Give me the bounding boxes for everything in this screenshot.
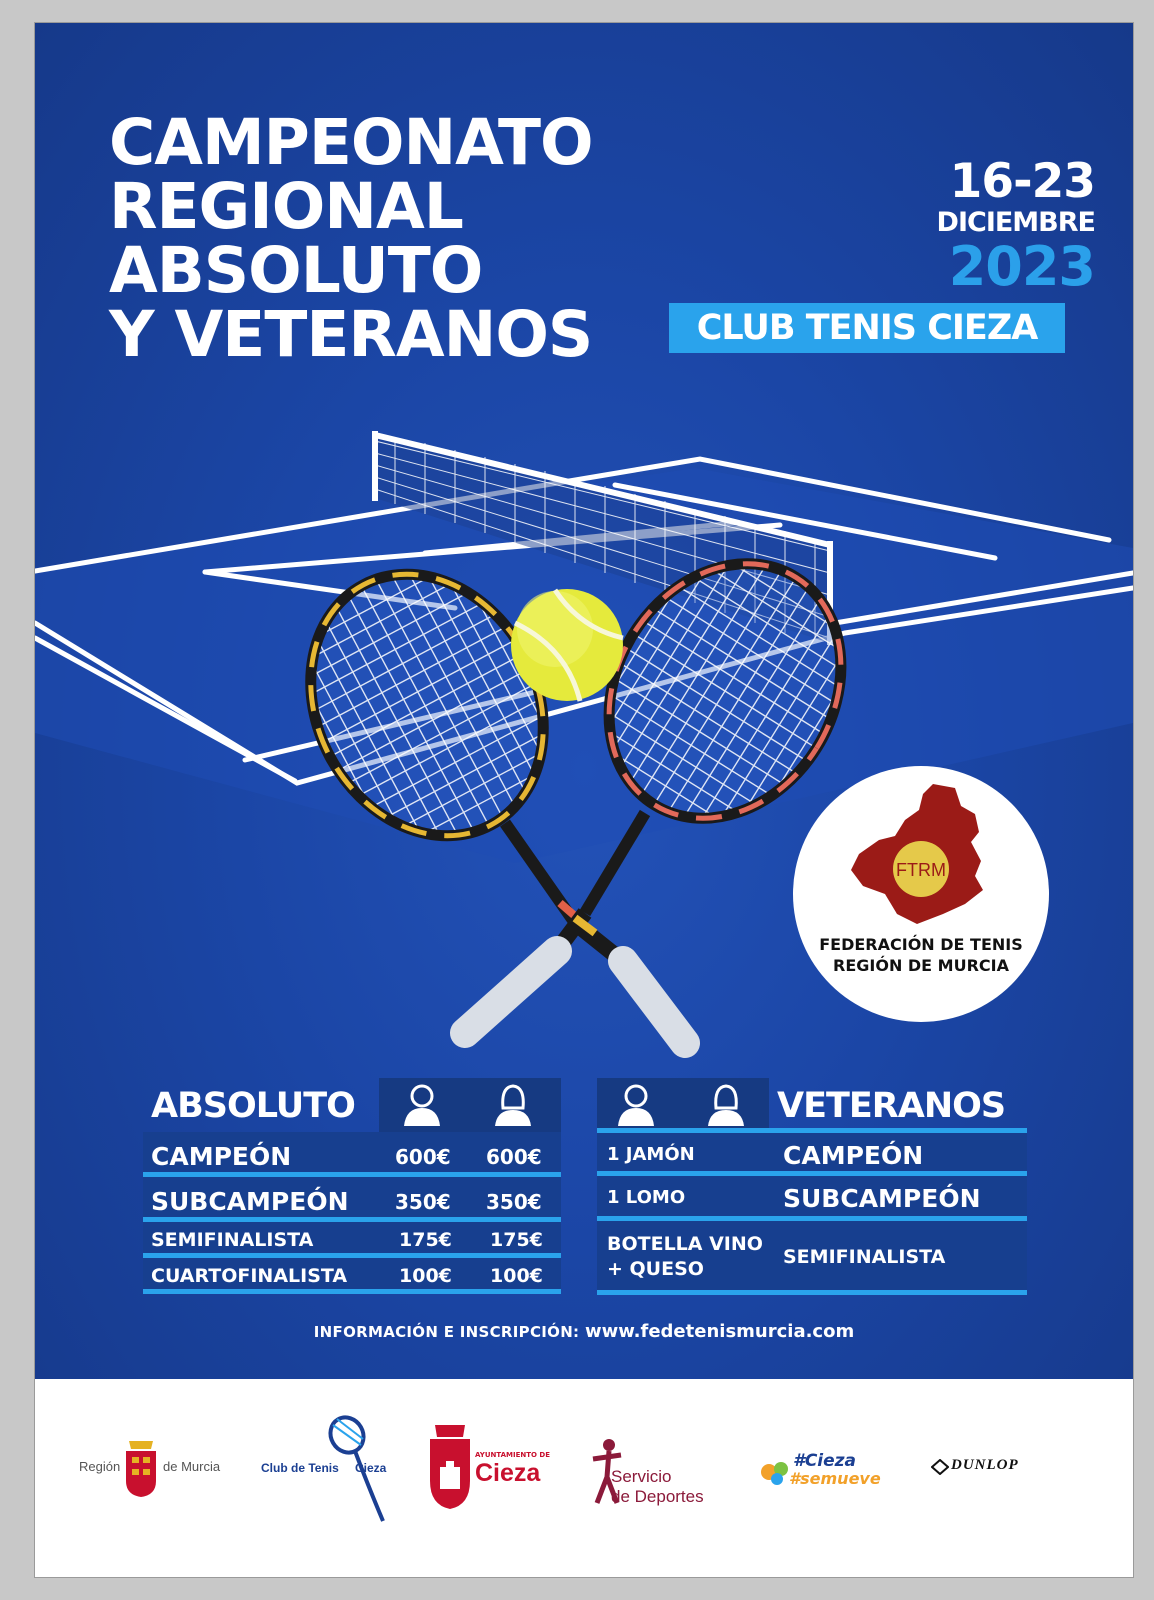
sponsor-servicio-deportes	[587, 1379, 727, 1577]
male-player-icon	[613, 1082, 659, 1128]
absoluto-row-men: 600€	[395, 1145, 451, 1169]
venue-banner: CLUB TENIS CIEZA	[669, 303, 1065, 353]
veteranos-gender-header	[597, 1078, 769, 1132]
murcia-map-icon	[793, 766, 1049, 936]
veteranos-row-label: CAMPEÓN	[783, 1141, 924, 1170]
absoluto-gender-header	[379, 1078, 561, 1132]
date-month: DICIEMBRE	[936, 207, 1095, 238]
info-line	[35, 1321, 1133, 1342]
colorful-runner-icon	[759, 1457, 793, 1487]
female-player-icon	[703, 1082, 749, 1128]
absoluto-row-label: SEMIFINALISTA	[151, 1229, 314, 1251]
cieza-coat-of-arms-icon	[427, 1421, 473, 1511]
veteranos-prize-line-2: + QUESO	[607, 1258, 704, 1280]
cieza-hashtag-1: #Cieza	[793, 1451, 857, 1471]
sponsor-region-murcia	[75, 1379, 225, 1577]
ayto-small-text: AYUNTAMIENTO DE	[475, 1451, 550, 1459]
title-line-2: REGIONAL	[109, 170, 463, 243]
club-left-text: Club de Tenis	[261, 1461, 339, 1475]
title-line-3: ABSOLUTO	[109, 234, 483, 307]
absoluto-row-women: 600€	[486, 1145, 542, 1169]
region-right-text: de Murcia	[163, 1459, 221, 1474]
date-days: 16-23	[949, 154, 1095, 209]
region-murcia-shield-icon	[123, 1437, 159, 1499]
male-player-icon	[399, 1082, 445, 1128]
veteranos-row-prize	[607, 1232, 763, 1282]
sponsor-club-tenis-cieza	[257, 1379, 397, 1577]
veteranos-row-label: SEMIFINALISTA	[783, 1246, 946, 1268]
sponsor-cieza-semueve	[759, 1379, 899, 1577]
absoluto-row-women: 100€	[490, 1265, 543, 1287]
info-url[interactable]: www.fedetenismurcia.com	[584, 1321, 855, 1342]
ftrm-abbr: FTRM	[896, 860, 946, 880]
absoluto-row	[143, 1132, 561, 1177]
absoluto-row-women: 175€	[490, 1229, 543, 1251]
absoluto-title: ABSOLUTO	[151, 1086, 355, 1126]
veteranos-row-prize: 1 LOMO	[607, 1187, 686, 1208]
poster	[34, 22, 1134, 1578]
cieza-hashtag-2: #semueve	[789, 1469, 881, 1488]
club-right-text: Cieza	[355, 1461, 387, 1475]
event-title	[109, 106, 593, 371]
absoluto-row-men: 175€	[399, 1229, 452, 1251]
veteranos-prize-line-1: BOTELLA VINO	[607, 1233, 763, 1255]
veteranos-row-label: SUBCAMPEÓN	[783, 1184, 981, 1213]
absoluto-row-men: 350€	[395, 1190, 451, 1214]
sponsor-dunlop	[929, 1379, 1069, 1577]
veteranos-title: VETERANOS	[777, 1086, 1006, 1126]
title-line-1: CAMPEONATO	[109, 106, 593, 179]
sponsor-ayuntamiento-cieza	[427, 1379, 557, 1577]
absoluto-row-women: 350€	[486, 1190, 542, 1214]
info-label: INFORMACIÓN E INSCRIPCIÓN:	[313, 1323, 580, 1341]
absoluto-row	[143, 1258, 561, 1294]
veteranos-row	[597, 1128, 1027, 1176]
servicio-line-2: de Deportes	[611, 1487, 704, 1506]
absoluto-row-men: 100€	[399, 1265, 452, 1287]
federation-name-line-2: REGIÓN DE MURCIA	[833, 956, 1009, 975]
federation-name	[793, 934, 1049, 976]
federation-name-line-1: FEDERACIÓN DE TENIS	[819, 935, 1023, 954]
absoluto-row	[143, 1222, 561, 1258]
veteranos-row-prize: 1 JAMÓN	[607, 1144, 695, 1165]
absoluto-row-label: CAMPEÓN	[151, 1142, 292, 1171]
female-player-icon	[490, 1082, 536, 1128]
dunlop-text: DUNLOP	[951, 1457, 1019, 1473]
federation-logo	[793, 766, 1049, 1022]
region-left-text: Región	[79, 1459, 121, 1474]
servicio-line-1: Servicio	[611, 1467, 672, 1486]
absoluto-row-label: SUBCAMPEÓN	[151, 1187, 349, 1216]
title-line-4: Y VETERANOS	[109, 298, 593, 371]
ayto-big-text: Cieza	[475, 1459, 541, 1487]
date-year: 2023	[948, 235, 1095, 298]
dunlop-logo-icon	[931, 1459, 949, 1475]
absoluto-row-label: CUARTOFINALISTA	[151, 1265, 348, 1287]
event-dates	[855, 156, 1095, 296]
tennis-ball	[511, 589, 623, 701]
veteranos-row	[597, 1176, 1027, 1221]
absoluto-row	[143, 1177, 561, 1222]
veteranos-row	[597, 1221, 1027, 1295]
